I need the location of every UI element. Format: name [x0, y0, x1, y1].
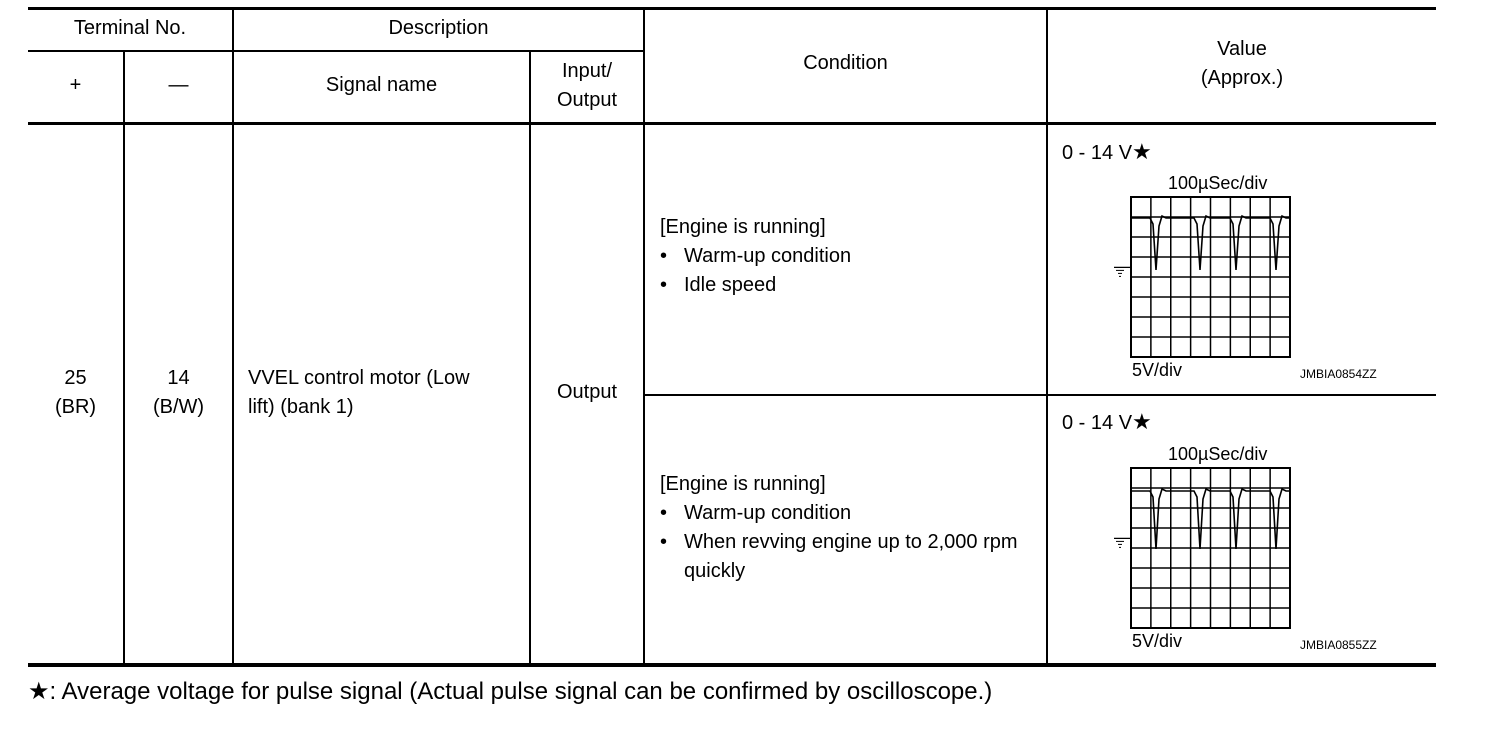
header-description: Description — [388, 17, 489, 39]
header-terminal-no: Terminal No. — [73, 17, 187, 39]
value-revving-star: ★ — [1132, 409, 1152, 434]
header-value-line1: Value — [1217, 38, 1267, 60]
terminal-minus-number: 14 — [167, 367, 190, 389]
header-bottom-rule — [28, 122, 1436, 125]
header-signal-name: Signal name — [325, 74, 438, 96]
value-revving-range: 0 - 14 V — [1062, 412, 1133, 434]
col-divider-terminal-description — [232, 9, 234, 663]
condition-revving-head: [Engine is running] — [660, 473, 826, 495]
scope-idle-figure-code: JMBIA0854ZZ — [1300, 367, 1377, 381]
signal-name-line2: lift) (bank 1) — [248, 396, 354, 418]
scope-revving-voltdiv: 5V/div — [1132, 631, 1183, 651]
terminal-minus-wire-color: (B/W) — [152, 396, 205, 418]
header-minus: — — [168, 74, 189, 96]
terminal-plus-number: 25 — [64, 367, 87, 389]
scope-revving-figure-code: JMBIA0855ZZ — [1300, 638, 1377, 652]
signal-name-line1: VVEL control motor (Low — [248, 367, 470, 389]
header-io-line1: Input/ — [561, 60, 613, 82]
value-idle-range: 0 - 14 V — [1062, 142, 1133, 164]
condition-revving-bullet: • When revving engine up to 2,000 rpm quickly — [660, 528, 1040, 586]
header-io-line2: Output — [556, 89, 618, 111]
value-revving — [1062, 410, 1152, 435]
scope-idle-timebase: 100µSec/div — [1168, 173, 1268, 193]
oscilloscope-waveform-idle — [1110, 192, 1294, 360]
terminal-plus-wire-color: (BR) — [54, 396, 97, 418]
col-divider-signal-io — [529, 52, 531, 663]
condition-idle-bullet: • Idle speed — [660, 271, 1040, 300]
value-idle-star: ★ — [1132, 139, 1152, 164]
value-idle — [1062, 140, 1152, 165]
condition-idle — [660, 213, 1040, 300]
terminal-minus-cell — [125, 364, 232, 422]
oscilloscope-waveform-revving — [1110, 463, 1294, 631]
header-condition: Condition — [803, 52, 888, 74]
header-sub-rule — [28, 50, 644, 52]
header-input-output — [531, 57, 643, 115]
io-cell: Output — [556, 381, 618, 403]
header-plus: + — [69, 74, 82, 96]
scope-idle-voltdiv: 5V/div — [1132, 360, 1183, 380]
table-top-rule — [28, 7, 1436, 10]
signal-name-cell — [248, 364, 523, 422]
col-divider-condition-value — [1046, 9, 1048, 663]
col-divider-plus-minus — [123, 52, 125, 663]
condition-idle-bullet: • Warm-up condition — [660, 242, 1040, 271]
table-bottom-rule — [28, 663, 1436, 667]
terminal-plus-cell — [28, 364, 123, 422]
scope-revving-timebase: 100µSec/div — [1168, 444, 1268, 464]
condition-revving-bullet: • Warm-up condition — [660, 499, 1040, 528]
header-value-line2: (Approx.) — [1200, 67, 1284, 89]
condition-revving — [660, 470, 1040, 586]
condition-divider-rule — [644, 394, 1436, 396]
footnote: ★: Average voltage for pulse signal (Actual pulse signal can be confirmed by oscilloscope.) — [28, 678, 993, 705]
header-value — [1048, 35, 1436, 93]
condition-idle-head: [Engine is running] — [660, 216, 826, 238]
col-divider-io-condition — [643, 9, 645, 663]
